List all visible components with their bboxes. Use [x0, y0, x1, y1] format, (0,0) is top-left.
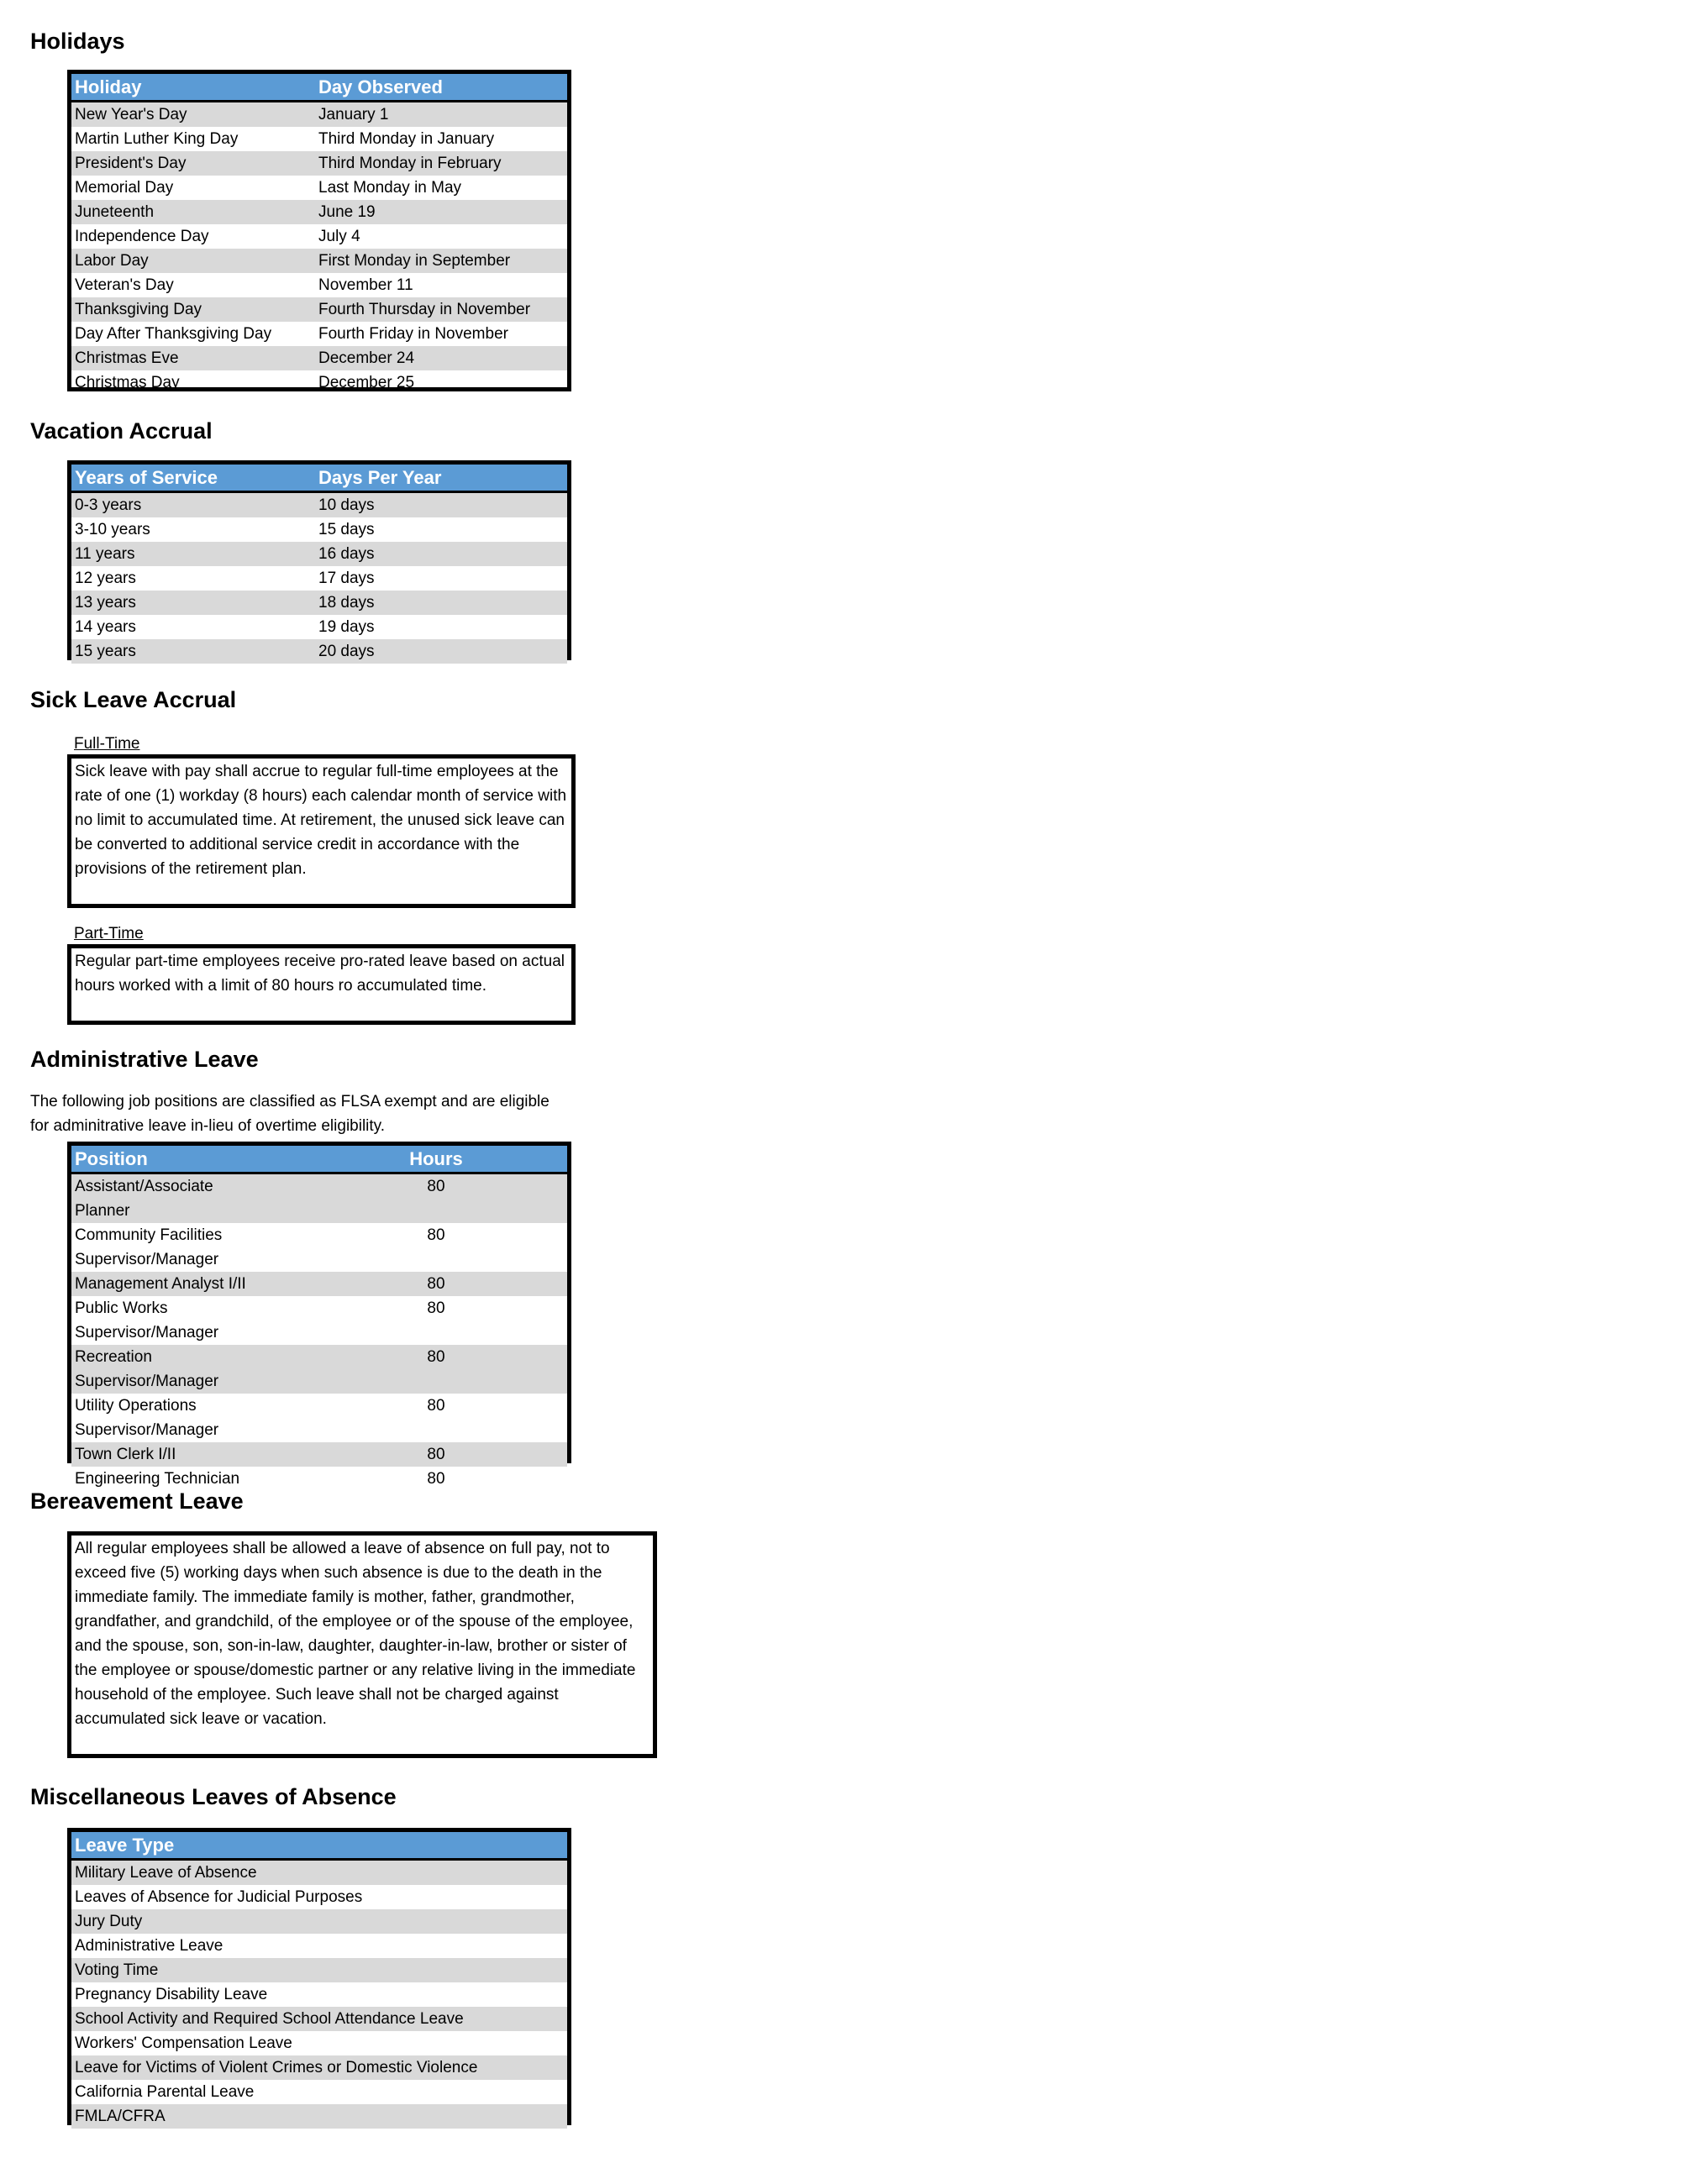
position-row — [71, 1394, 567, 1442]
administrative-table-header — [71, 1146, 567, 1174]
leave-type-row — [71, 2031, 567, 2055]
position-cell-value: 80 — [427, 1275, 445, 1293]
misc-leave-heading: Miscellaneous Leaves of Absence — [30, 1784, 397, 1809]
position-cell-name: Assistant/Associate Planner — [75, 1178, 213, 1220]
position-row — [71, 1174, 567, 1223]
vacation-row — [71, 639, 567, 664]
leave-type-row — [71, 2055, 567, 2080]
vacation-cell-name: 12 years — [75, 570, 136, 587]
misc-table-header — [71, 1832, 567, 1861]
full-time-label: Full-Time — [74, 735, 140, 753]
leave-type-row — [71, 2080, 567, 2104]
vacation-row — [71, 566, 567, 591]
leave-type-cell: FMLA/CFRA — [75, 2108, 166, 2125]
vacation-cell-value: 18 days — [318, 594, 375, 612]
leave-type-row — [71, 1934, 567, 1958]
administrative-leave-intro: The following job positions are classified as FLSA exempt and are eligible for adminitrative leave in-lieu of overtime eligibility. — [30, 1093, 550, 1135]
holiday-cell-name: Christmas Eve — [75, 349, 179, 367]
bereavement-text-box: All regular employees shall be allowed a leave of absence on full pay, not to exceed five (5) working days when such absence is due to the death in the immediate family. The immediate family is mother, father, grandmother, grandfather, and grandchild, of the employee or of the spouse of the employee, and the spouse, son, son-in-law, daughter, daughter-in-law, brother or sister of the employee or spouse/domestic partner or any relative living in the immediate household of the employee. Such leave shall not be charged against accumulated sick leave or vacation. — [67, 1531, 657, 1758]
position-cell-name: Public Works Supervisor/Manager — [75, 1299, 219, 1341]
holiday-cell-name: New Year's Day — [75, 106, 187, 123]
holiday-cell-name: Day After Thanksgiving Day — [75, 325, 272, 343]
leave-type-row — [71, 1861, 567, 1885]
holiday-cell-name: Veteran's Day — [75, 276, 174, 294]
position-row — [71, 1296, 567, 1345]
position-cell-value: 80 — [427, 1226, 445, 1244]
leave-type-row — [71, 1909, 567, 1934]
hours-column-header: Hours — [409, 1148, 463, 1169]
leave-type-cell: Military Leave of Absence — [75, 1864, 257, 1882]
leave-type-cell: Leaves of Absence for Judicial Purposes — [75, 1888, 363, 1906]
position-row — [71, 1442, 567, 1467]
sick-leave-heading: Sick Leave Accrual — [30, 687, 237, 712]
position-cell-name: Town Clerk I/II — [75, 1446, 176, 1463]
vacation-cell-name: 11 years — [75, 545, 135, 563]
position-cell-name: Utility Operations Supervisor/Manager — [75, 1397, 219, 1439]
full-time-text-box: Sick leave with pay shall accrue to regular full-time employees at the rate of one (1) workday (8 hours) each calendar month of service with no limit to accumulated time. At retirement, the unused sick leave can be converted to additional service credit in accordance with the provisions of the retirement plan. — [67, 754, 576, 908]
leave-type-cell: Jury Duty — [75, 1913, 143, 1930]
holiday-row — [71, 322, 567, 346]
position-cell-name: Community Facilities Supervisor/Manager — [75, 1226, 223, 1268]
holiday-cell-value: June 19 — [318, 203, 376, 221]
holiday-row — [71, 370, 567, 395]
administrative-leave-heading: Administrative Leave — [30, 1047, 259, 1072]
position-cell-name: Management Analyst I/II — [75, 1275, 246, 1293]
holiday-cell-name: Memorial Day — [75, 179, 174, 197]
vacation-table — [67, 460, 571, 660]
position-cell-name: Engineering Technician — [75, 1470, 240, 1488]
holiday-row — [71, 102, 567, 127]
leave-type-row — [71, 2104, 567, 2129]
position-column-header: Position — [75, 1148, 148, 1169]
holiday-row — [71, 176, 567, 200]
position-cell-name: Recreation Supervisor/Manager — [75, 1348, 219, 1390]
position-row — [71, 1272, 567, 1296]
vacation-cell-name: 13 years — [75, 594, 136, 612]
holiday-cell-value: Third Monday in January — [318, 130, 495, 148]
vacation-cell-name: 0-3 years — [75, 496, 142, 514]
holiday-cell-name: Martin Luther King Day — [75, 130, 239, 148]
holiday-row — [71, 297, 567, 322]
holiday-cell-value: First Monday in September — [318, 252, 511, 270]
part-time-label: Part-Time — [74, 925, 144, 942]
holiday-cell-name: President's Day — [75, 155, 187, 172]
vacation-cell-value: 19 days — [318, 618, 375, 636]
holiday-row — [71, 224, 567, 249]
holiday-column-header: Holiday — [75, 76, 142, 97]
leave-type-row — [71, 1958, 567, 1982]
holiday-cell-value: Fourth Thursday in November — [318, 301, 531, 318]
holidays-heading: Holidays — [30, 29, 125, 54]
leave-type-column-header: Leave Type — [75, 1835, 175, 1856]
position-cell-value: 80 — [427, 1299, 445, 1317]
vacation-cell-value: 15 days — [318, 521, 375, 538]
misc-leave-table — [67, 1828, 571, 2125]
bereavement-leave-heading: Bereavement Leave — [30, 1488, 244, 1514]
vacation-table-header — [71, 465, 567, 493]
position-cell-value: 80 — [427, 1348, 445, 1366]
holiday-cell-name: Labor Day — [75, 252, 149, 270]
position-row — [71, 1223, 567, 1272]
leave-type-cell: Voting Time — [75, 1961, 159, 1979]
vacation-cell-value: 16 days — [318, 545, 375, 563]
holiday-cell-value: December 24 — [318, 349, 415, 367]
leave-type-row — [71, 1982, 567, 2007]
holidays-table — [67, 70, 571, 391]
holiday-cell-name: Thanksgiving Day — [75, 301, 202, 318]
vacation-cell-name: 15 years — [75, 643, 136, 660]
holiday-row — [71, 127, 567, 151]
leave-type-cell: Workers' Compensation Leave — [75, 2034, 292, 2052]
holiday-cell-value: November 11 — [318, 276, 413, 294]
leave-type-row — [71, 1885, 567, 1909]
position-cell-value: 80 — [427, 1178, 445, 1195]
holidays-table-header — [71, 74, 567, 102]
leave-type-cell: Administrative Leave — [75, 1937, 223, 1955]
vacation-row — [71, 493, 567, 517]
day-observed-column-header: Day Observed — [318, 76, 443, 97]
vacation-cell-value: 10 days — [318, 496, 375, 514]
leave-type-cell: School Activity and Required School Attendance Leave — [75, 2010, 464, 2028]
leave-type-cell: California Parental Leave — [75, 2083, 255, 2101]
holiday-cell-value: December 25 — [318, 374, 415, 391]
position-row — [71, 1345, 567, 1394]
holiday-cell-name: Juneteenth — [75, 203, 155, 221]
holiday-row — [71, 346, 567, 370]
administrative-leave-table — [67, 1142, 571, 1488]
days-per-year-column-header: Days Per Year — [318, 467, 442, 488]
holiday-cell-name: Christmas Day — [75, 374, 180, 391]
leave-type-cell: Pregnancy Disability Leave — [75, 1986, 268, 2003]
holiday-cell-value: Third Monday in February — [318, 155, 502, 172]
vacation-row — [71, 591, 567, 615]
holiday-cell-name: Independence Day — [75, 228, 209, 245]
position-cell-value: 80 — [427, 1446, 445, 1463]
vacation-cell-name: 14 years — [75, 618, 136, 636]
holiday-row — [71, 249, 567, 273]
leave-type-row — [71, 2007, 567, 2031]
holiday-cell-value: Fourth Friday in November — [318, 325, 508, 343]
leave-type-cell: Leave for Victims of Violent Crimes or Domestic Violence — [75, 2059, 478, 2076]
holiday-cell-value: January 1 — [318, 106, 389, 123]
position-cell-value: 80 — [427, 1470, 445, 1488]
part-time-text-box: Regular part-time employees receive pro-rated leave based on actual hours worked with a limit of 80 hours ro accumulated time. — [67, 944, 576, 1025]
vacation-cell-name: 3-10 years — [75, 521, 150, 538]
holiday-cell-value: July 4 — [318, 228, 360, 245]
vacation-cell-value: 17 days — [318, 570, 375, 587]
years-of-service-column-header: Years of Service — [75, 467, 218, 488]
holiday-cell-value: Last Monday in May — [318, 179, 462, 197]
holiday-row — [71, 151, 567, 176]
vacation-row — [71, 517, 567, 542]
vacation-cell-value: 20 days — [318, 643, 375, 660]
holiday-row — [71, 200, 567, 224]
vacation-row — [71, 615, 567, 639]
vacation-row — [71, 542, 567, 566]
holiday-row — [71, 273, 567, 297]
position-cell-value: 80 — [427, 1397, 445, 1415]
vacation-heading: Vacation Accrual — [30, 418, 213, 444]
